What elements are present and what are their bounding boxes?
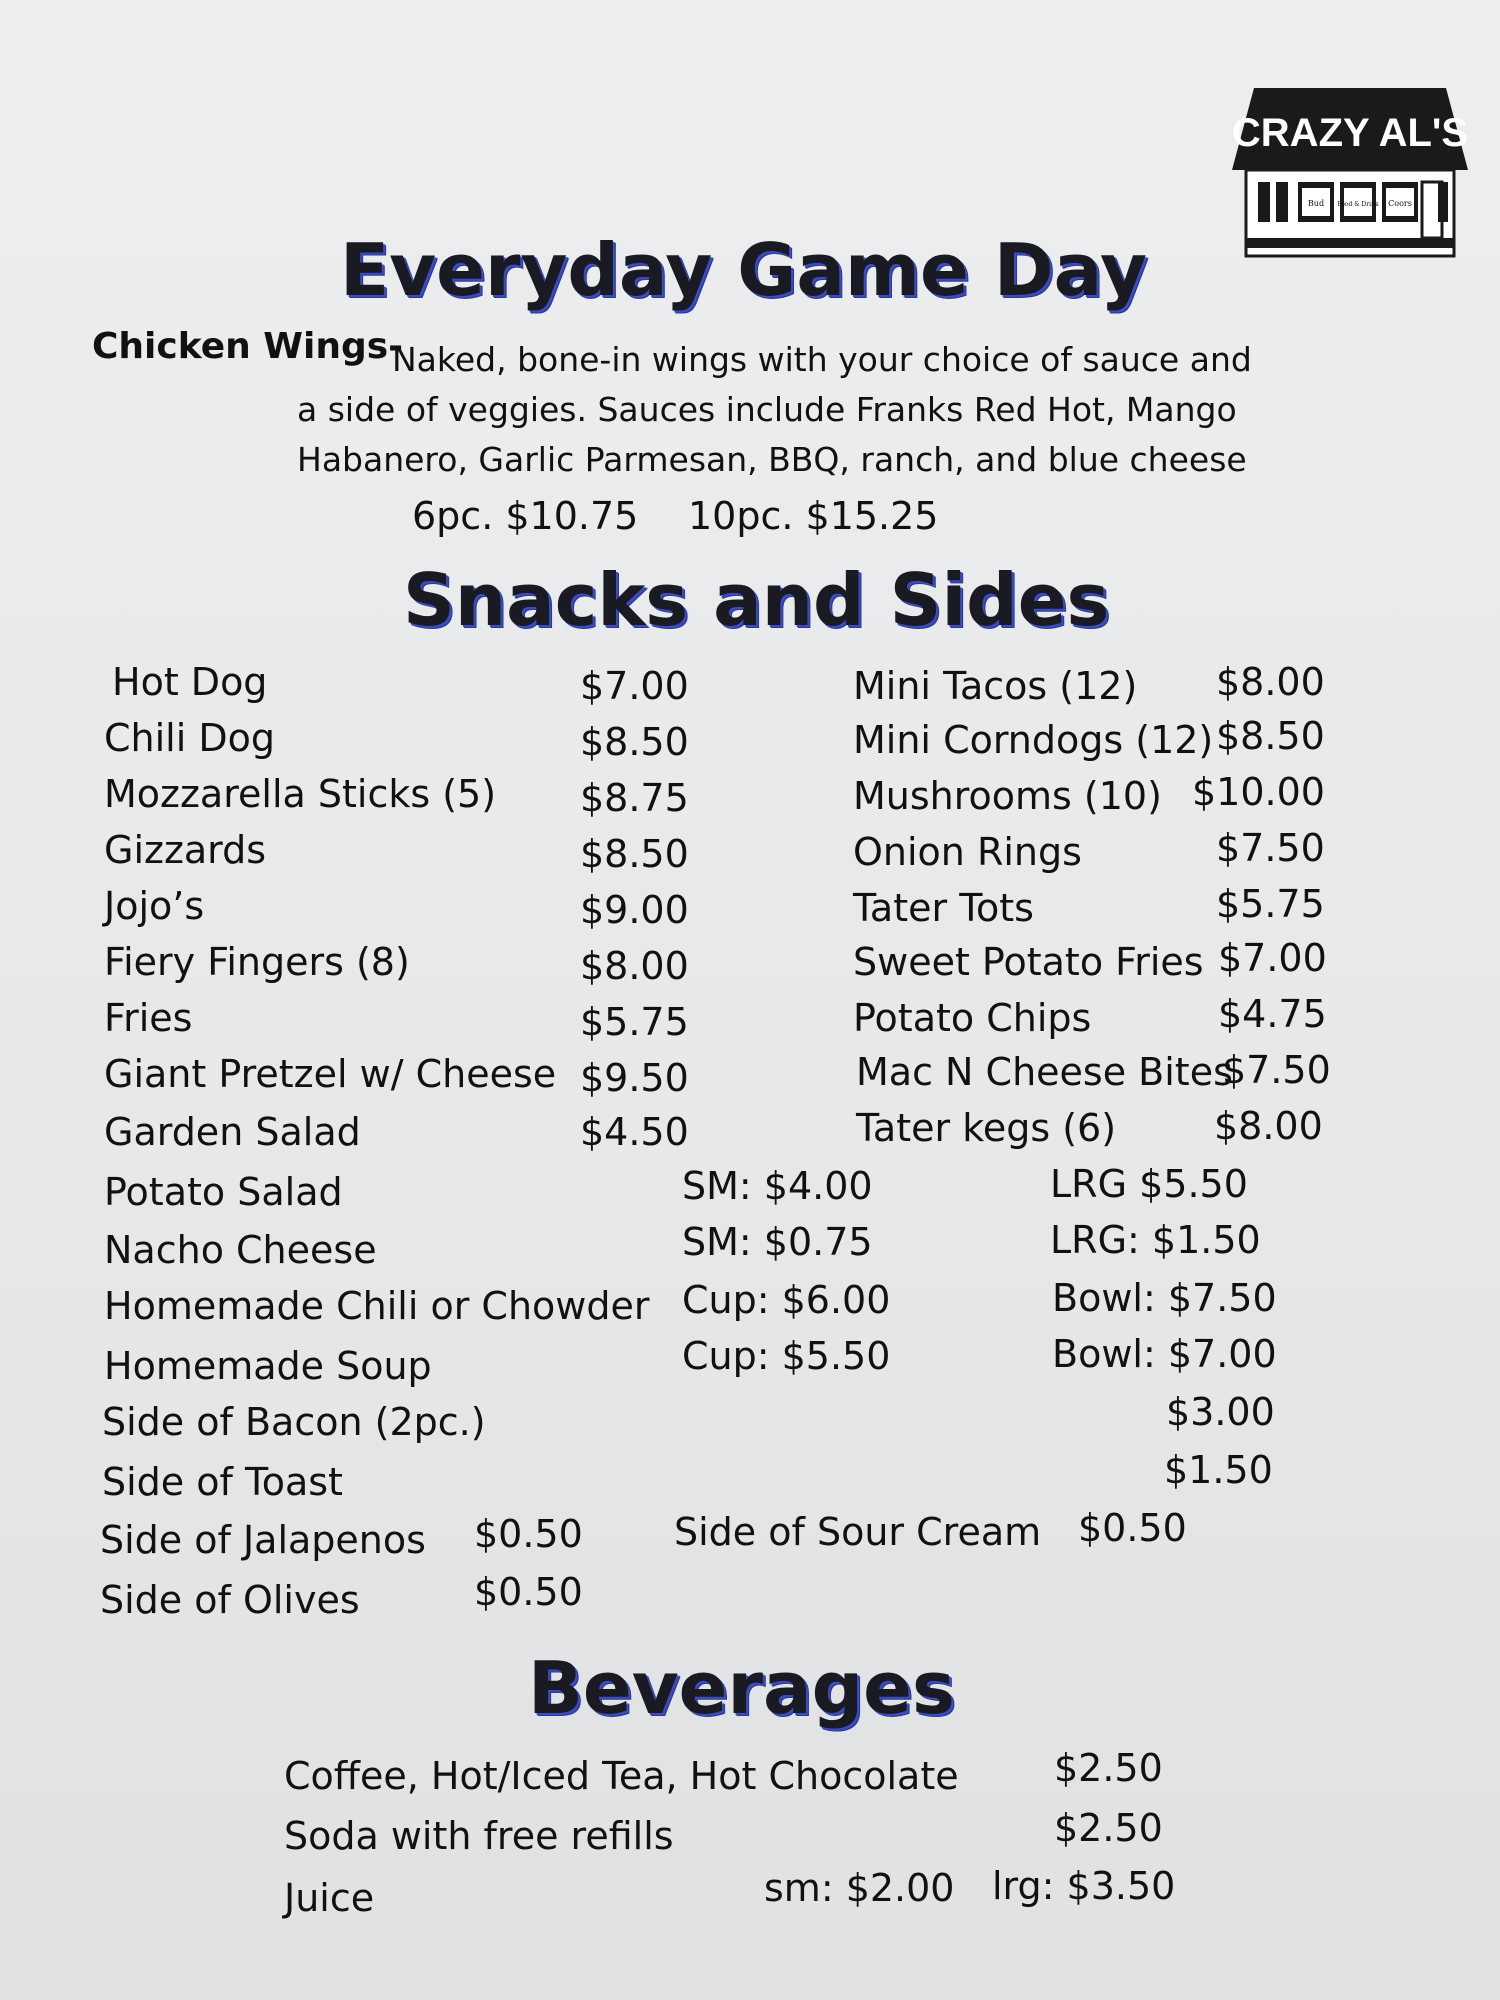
snack-price: $7.50 [1216, 826, 1325, 870]
beverage-coffee: Coffee, Hot/Iced Tea, Hot Chocolate [284, 1754, 959, 1798]
beverage-juice-large-price: lrg: $3.50 [992, 1864, 1176, 1908]
sized-large-price: Bowl: $7.50 [1052, 1276, 1277, 1320]
snack-price: $7.00 [580, 664, 689, 708]
snacks-title: Snacks and Sides [403, 558, 1110, 642]
sized-item: Potato Salad [104, 1170, 343, 1214]
snack-price: $8.75 [580, 776, 689, 820]
snack-item: Garden Salad [104, 1110, 361, 1154]
snack-item: Mozzarella Sticks (5) [104, 772, 497, 816]
side-price: $1.50 [1164, 1448, 1273, 1492]
snack-item: Mushrooms (10) [853, 774, 1162, 818]
snack-item: Mini Corndogs (12) [853, 718, 1214, 762]
side-price: $3.00 [1166, 1390, 1275, 1434]
side-sour-cream: Side of Sour Cream [674, 1510, 1042, 1554]
snack-price: $8.00 [1216, 660, 1325, 704]
snack-item: Tater kegs (6) [856, 1106, 1117, 1150]
beverage-soda-price: $2.50 [1054, 1806, 1163, 1850]
building-icon [1232, 88, 1468, 258]
beverage-soda: Soda with free refills [284, 1814, 674, 1858]
snack-item: Mac N Cheese Bites [856, 1050, 1233, 1094]
snack-price: $8.50 [1216, 714, 1325, 758]
side-item: Side of Toast [102, 1460, 343, 1504]
beverage-juice: Juice [284, 1876, 375, 1920]
side-item: Side of Bacon (2pc.) [102, 1400, 486, 1444]
sized-small-price: Cup: $6.00 [682, 1278, 891, 1322]
snack-price: $7.50 [1222, 1048, 1331, 1092]
side-jalapenos: Side of Jalapenos [100, 1518, 426, 1562]
crazy-als-logo [1232, 88, 1468, 258]
snack-item: Chili Dog [104, 716, 275, 760]
wings-price-6pc: 6pc. $10.75 [412, 494, 639, 538]
wings-price-10pc: 10pc. $15.25 [688, 494, 939, 538]
beverages-title: Beverages [528, 1646, 955, 1730]
snack-item: Fries [104, 996, 193, 1040]
snack-item: Fiery Fingers (8) [104, 940, 410, 984]
side-olives: Side of Olives [100, 1578, 360, 1622]
snack-item: Jojo’s [104, 884, 205, 928]
sized-small-price: SM: $0.75 [682, 1220, 873, 1264]
snack-item: Gizzards [104, 828, 267, 872]
snack-item: Onion Rings [853, 830, 1082, 874]
logo-window-2: Food & Drink [1337, 201, 1379, 208]
sized-large-price: LRG: $1.50 [1050, 1218, 1261, 1262]
snack-item: Hot Dog [112, 660, 268, 704]
sized-small-price: SM: $4.00 [682, 1164, 873, 1208]
sized-small-price: Cup: $5.50 [682, 1334, 891, 1378]
snack-item: Giant Pretzel w/ Cheese [104, 1052, 557, 1096]
snack-price: $9.00 [580, 888, 689, 932]
side-jalapenos-price: $0.50 [474, 1512, 583, 1556]
snack-price: $5.75 [580, 1000, 689, 1044]
snack-item: Tater Tots [853, 886, 1034, 930]
snack-price: $7.00 [1218, 936, 1327, 980]
snack-item: Potato Chips [853, 996, 1092, 1040]
snack-price: $4.50 [580, 1110, 689, 1154]
snack-price: $8.00 [580, 944, 689, 988]
beverage-juice-small-price: sm: $2.00 [764, 1866, 955, 1910]
logo-window-1: Bud [1307, 199, 1325, 208]
sized-item: Nacho Cheese [104, 1228, 377, 1272]
snack-item: Sweet Potato Fries [853, 940, 1204, 984]
wings-desc-1: Naked, bone-in wings with your choice of sauce and [392, 340, 1252, 379]
wings-name: Chicken Wings- [92, 326, 404, 367]
sized-item: Homemade Soup [104, 1344, 432, 1388]
snack-price: $5.75 [1216, 882, 1325, 926]
snack-price: $4.75 [1218, 992, 1327, 1036]
snack-price: $9.50 [580, 1056, 689, 1100]
snack-price: $8.00 [1214, 1104, 1323, 1148]
logo-window-3: Coors [1388, 199, 1412, 208]
snack-price: $8.50 [580, 720, 689, 764]
wings-desc-3: Habanero, Garlic Parmesan, BBQ, ranch, and blue cheese [297, 440, 1247, 479]
sized-large-price: LRG $5.50 [1050, 1162, 1248, 1206]
snack-price: $8.50 [580, 832, 689, 876]
logo-text: CRAZY AL'S [1232, 111, 1468, 155]
side-sour-cream-price: $0.50 [1078, 1506, 1187, 1550]
snack-price: $10.00 [1192, 770, 1325, 814]
snack-item: Mini Tacos (12) [853, 664, 1138, 708]
side-olives-price: $0.50 [474, 1570, 583, 1614]
page-title: Everyday Game Day [340, 228, 1147, 312]
wings-desc-2: a side of veggies. Sauces include Franks Red Hot, Mango [297, 390, 1237, 429]
sized-large-price: Bowl: $7.00 [1052, 1332, 1277, 1376]
sized-item: Homemade Chili or Chowder [104, 1284, 650, 1328]
beverage-coffee-price: $2.50 [1054, 1746, 1163, 1790]
